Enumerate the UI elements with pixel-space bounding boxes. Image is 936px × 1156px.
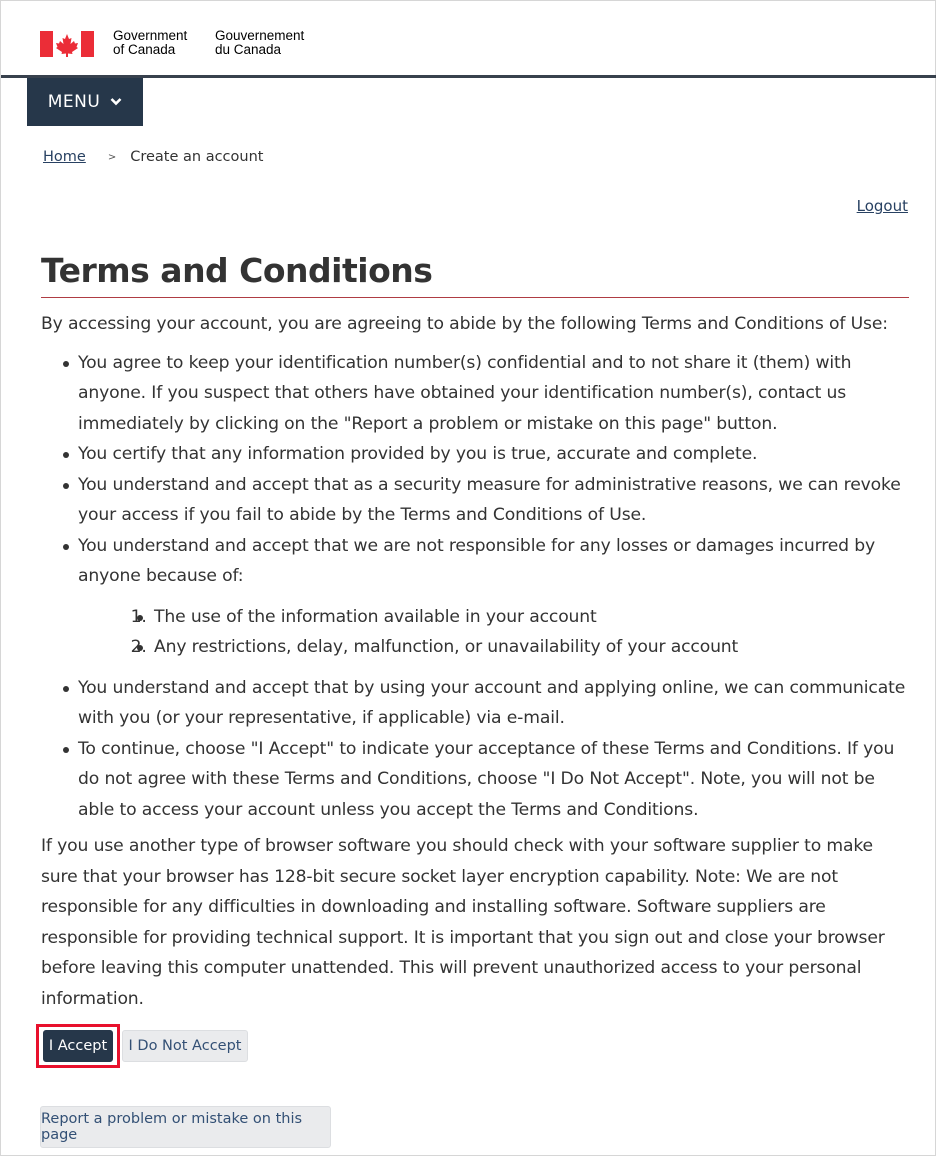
menu-label: MENU: [47, 92, 101, 112]
list-item: To continue, choose "I Accept" to indicate your acceptance of these Terms and Conditions. If you do not agree with these Terms and Conditions, choose "I Do Not Accept". Note, you will not be able to access your account unless you accept the Terms and Conditions.: [78, 734, 911, 826]
page-title: Terms and Conditions: [41, 251, 433, 290]
sub-list-item: 1. The use of the information available in your account: [152, 602, 911, 633]
breadcrumb-home-link[interactable]: Home: [43, 149, 86, 165]
list-item: You certify that any information provided by you is true, accurate and complete.: [78, 439, 911, 470]
list-item: You agree to keep your identification number(s) confidential and to not share it (them) with anyone. If you suspect that others have obtained your identification number(s), contact us immediately by clicking on the "Report a problem or mistake on this page" button.: [78, 348, 911, 440]
sub-terms-list: [78, 602, 911, 663]
terms-content: [41, 309, 911, 1014]
breadcrumb-current: Create an account: [130, 149, 264, 165]
terms-list: [41, 348, 911, 826]
menu-button[interactable]: [27, 78, 143, 126]
logout-link[interactable]: Logout: [856, 197, 908, 215]
list-item: [78, 531, 911, 663]
report-problem-button[interactable]: Report a problem or mistake on this page: [40, 1106, 331, 1148]
title-divider: [41, 297, 909, 298]
site-header: [1, 1, 936, 78]
list-item: You understand and accept that as a security measure for administrative reasons, we can revoke your access if you fail to abide by the Terms and Conditions of Use.: [78, 470, 911, 531]
list-item-text: You understand and accept that we are not responsible for any losses or damages incurred by anyone because of:: [78, 535, 876, 586]
breadcrumb-separator: >: [107, 151, 117, 163]
signature-french: Gouvernement du Canada: [215, 28, 305, 57]
decline-button[interactable]: I Do Not Accept: [122, 1030, 248, 1062]
signature-english: Government of Canada: [113, 28, 188, 57]
accept-button[interactable]: I Accept: [43, 1030, 113, 1062]
canada-flag-icon[interactable]: [40, 31, 94, 57]
terms-intro: By accessing your account, you are agreeing to abide by the following Terms and Conditions of Use:: [41, 314, 888, 334]
chevron-down-icon: [110, 97, 122, 107]
list-item: You understand and accept that by using your account and applying online, we can communicate with you (or your representative, if applicable) via e-mail.: [78, 673, 911, 734]
sub-list-item: 2. Any restrictions, delay, malfunction, or unavailability of your account: [152, 632, 911, 663]
breadcrumb: [43, 149, 263, 165]
browser-note: If you use another type of browser software you should check with your software supplier to make sure that your browser has 128-bit secure socket layer encryption capability. Note: We are not responsible for any difficulties in downloading and installing software. Software suppliers are responsible for providing technical support. It is important that you sign out and close your browser before leaving this computer unattended. This will prevent unauthorized access to your personal information.: [41, 836, 885, 1009]
